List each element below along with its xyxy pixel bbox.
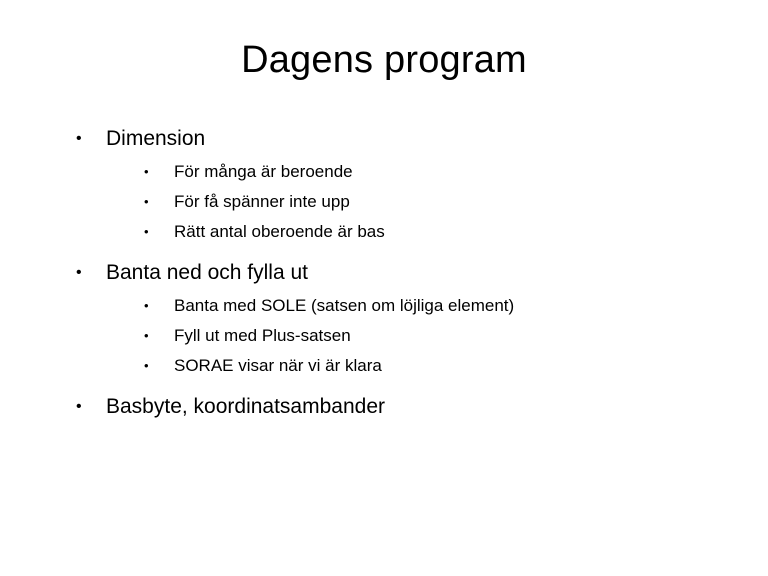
sub-bullet-text: Rätt antal oberoende är bas [174, 222, 385, 241]
bullet-text: Banta ned och fylla ut [106, 261, 308, 284]
bullet-item-banta [76, 257, 736, 381]
sub-bullet-list [144, 291, 736, 381]
bullet-item-dimension [76, 123, 736, 247]
bullet-icon: • [76, 398, 82, 415]
bullet-icon: • [144, 164, 149, 179]
bullet-text: Basbyte, koordinatsambander [106, 395, 385, 418]
bullet-list [76, 123, 736, 423]
sub-bullet-text: SORAE visar när vi är klara [174, 356, 382, 375]
sub-bullet-item [144, 157, 736, 187]
sub-bullet-item [144, 321, 736, 351]
bullet-item-basbyte [76, 391, 736, 423]
slide-title: Dagens program [241, 39, 527, 81]
sub-bullet-list [144, 157, 736, 247]
bullet-icon: • [144, 298, 149, 313]
sub-bullet-text: Fyll ut med Plus-satsen [174, 326, 351, 345]
sub-bullet-item [144, 187, 736, 217]
bullet-icon: • [76, 130, 82, 147]
sub-bullet-text: För många är beroende [174, 162, 353, 181]
bullet-icon: • [76, 264, 82, 281]
sub-bullet-item [144, 291, 736, 321]
sub-bullet-text: För få spänner inte upp [174, 192, 350, 211]
sub-bullet-text: Banta med SOLE (satsen om löjliga element) [174, 296, 515, 315]
sub-bullet-item [144, 351, 736, 381]
bullet-icon: • [144, 194, 149, 209]
bullet-icon: • [144, 224, 149, 239]
sub-bullet-item [144, 217, 736, 247]
bullet-icon: • [144, 328, 149, 343]
bullet-icon: • [144, 358, 149, 373]
bullet-text: Dimension [106, 127, 206, 150]
